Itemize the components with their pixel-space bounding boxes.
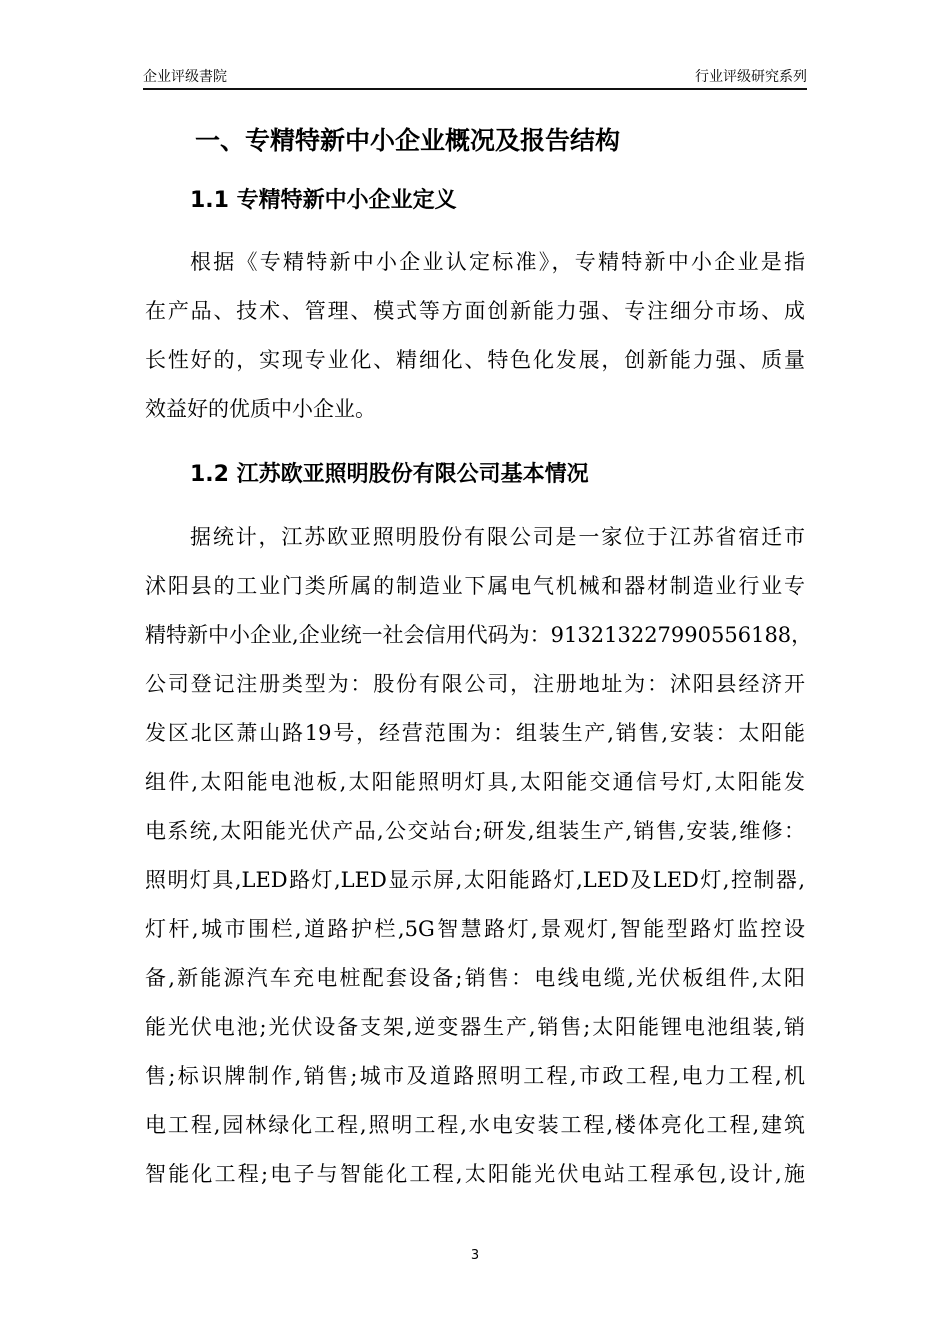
header-divider (143, 88, 807, 90)
paragraph-line: 精特新中小企业,企业统一社会信用代码为：913213227990556188， (145, 623, 813, 647)
paragraph-line: 沭阳县的工业门类所属的制造业下属电气机械和器材制造业行业专 (145, 574, 805, 598)
paragraph-line: 能光伏电池;光伏设备支架,逆变器生产,销售;太阳能锂电池组装,销 (145, 1015, 805, 1039)
header-left: 企业评级書院 (143, 69, 227, 85)
paragraph-line: 在产品、技术、管理、模式等方面创新能力强、专注细分市场、成 (145, 299, 805, 323)
paragraph-line: 灯杆,城市围栏,道路护栏,5G智慧路灯,景观灯,智能型路灯监控设 (145, 917, 805, 941)
paragraph-line: 售;标识牌制作,销售;城市及道路照明工程,市政工程,电力工程,机 (145, 1064, 805, 1088)
paragraph-line: 发区北区萧山路19号，经营范围为：组装生产,销售,安装：太阳能 (145, 721, 805, 745)
paragraph-line: 公司登记注册类型为：股份有限公司，注册地址为：沭阳县经济开 (145, 672, 805, 696)
paragraph-line: 根据《专精特新中小企业认定标准》，专精特新中小企业是指 (190, 250, 805, 274)
subsection-title-1-1: 1.1 专精特新中小企业定义 (190, 188, 457, 213)
paragraph-line: 照明灯具,LED路灯,LED显示屏,太阳能路灯,LED及LED灯,控制器, (145, 868, 805, 892)
paragraph-line: 据统计，江苏欧亚照明股份有限公司是一家位于江苏省宿迁市 (190, 525, 805, 549)
paragraph-line: 组件,太阳能电池板,太阳能照明灯具,太阳能交通信号灯,太阳能发 (145, 770, 805, 794)
paragraph-line: 智能化工程;电子与智能化工程,太阳能光伏电站工程承包,设计,施 (145, 1162, 805, 1186)
section-title: 一、专精特新中小企业概况及报告结构 (195, 126, 621, 155)
header-right: 行业评级研究系列 (695, 69, 807, 85)
paragraph-line: 电系统,太阳能光伏产品,公交站台;研发,组装生产,销售,安装,维修： (145, 819, 805, 843)
paragraph-line: 电工程,园林绿化工程,照明工程,水电安装工程,楼体亮化工程,建筑 (145, 1113, 805, 1137)
paragraph-line: 效益好的优质中小企业。 (145, 397, 376, 421)
paragraph-line: 备,新能源汽车充电桩配套设备;销售：电线电缆,光伏板组件,太阳 (145, 966, 805, 990)
paragraph-line: 长性好的，实现专业化、精细化、特色化发展，创新能力强、质量 (145, 348, 805, 372)
page-number: 3 (470, 1248, 480, 1263)
subsection-title-1-2: 1.2 江苏欧亚照明股份有限公司基本情况 (190, 462, 589, 487)
